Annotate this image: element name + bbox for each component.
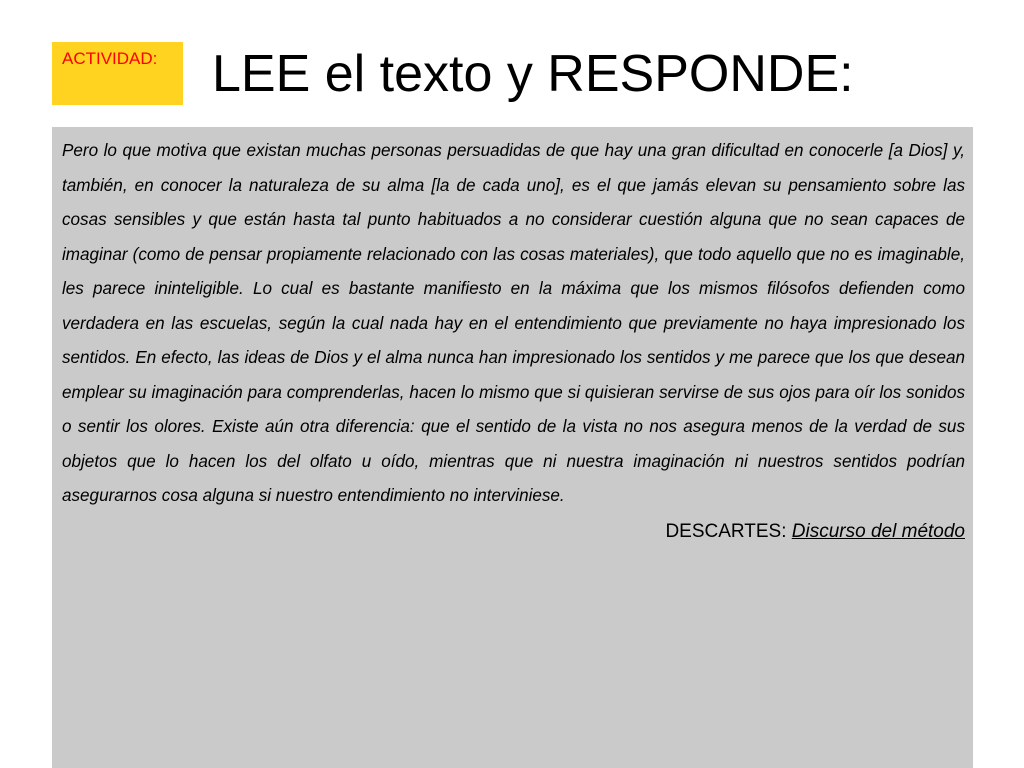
- slide-title: LEE el texto y RESPONDE:: [212, 45, 854, 103]
- attribution: [62, 514, 965, 550]
- text-panel: [52, 127, 973, 768]
- attribution-author: DESCARTES:: [665, 520, 787, 542]
- activity-badge: [52, 42, 183, 105]
- attribution-work-title: Discurso del método: [791, 520, 965, 542]
- activity-badge-label: ACTIVIDAD:: [62, 49, 158, 68]
- passage-text: Pero lo que motiva que existan muchas personas persuadidas de que hay una gran dificultad en conocerle [a Dios] y, también, en conocer la naturaleza de su alma [la de cada uno], es el que jamás elevan su pensamiento sobre las cosas sensibles y que están hasta tal punto habituados a no considerar cuestión alguna que no sean capaces de imaginar (como de pensar propiamente relacionado con las cosas materiales), que todo aquello que no es imaginable, les parece ininteligible. Lo cual es bastante manifiesto en la máxima que los mismos filósofos defienden como verdadera en las escuelas, según la cual nada hay en el entendimiento que previamente no haya impresionado los sentidos. En efecto, las ideas de Dios y el alma nunca han impresionado los sentidos y me parece que los que desean emplear su imaginación para comprenderlas, hacen lo mismo que si quisieran servirse de sus ojos para oír los sonidos o sentir los olores. Existe aún otra diferencia: que el sentido de la vista no nos asegura menos de la verdad de sus objetos que lo hacen los del olfato u oído, mientras que ni nuestra imaginación ni nuestros sentidos podrían asegurarnos cosa alguna si nuestro entendimiento no interviniese.: [62, 141, 965, 505]
